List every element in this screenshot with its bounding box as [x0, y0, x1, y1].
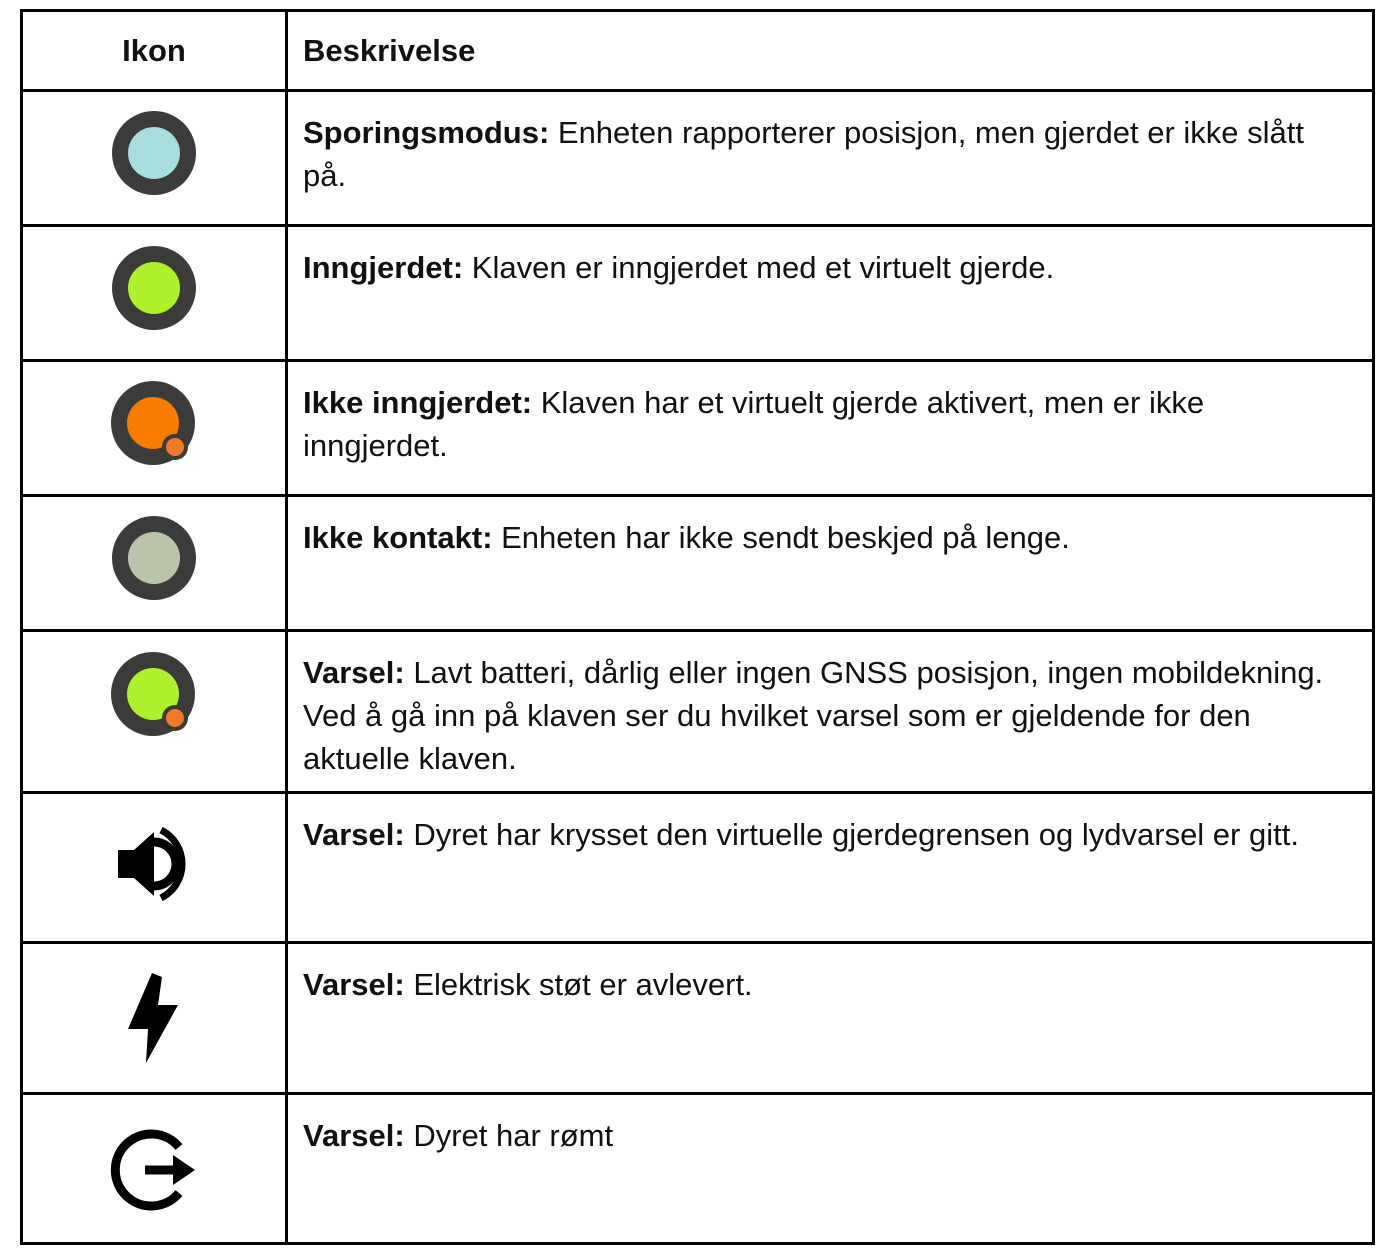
description-cell — [287, 496, 1374, 631]
table-row — [22, 943, 1374, 1094]
description-text: Klaven er inngjerdet med et virtuelt gjerde. — [463, 250, 1055, 285]
icon-cell — [22, 91, 287, 226]
fenced-status-icon — [110, 244, 198, 332]
description-label: Varsel: — [303, 655, 405, 690]
description-cell — [287, 793, 1374, 943]
not-fenced-status-icon — [109, 379, 199, 469]
description-cell — [287, 91, 1374, 226]
description-cell — [287, 361, 1374, 496]
table-row — [22, 496, 1374, 631]
exit-icon — [109, 1125, 199, 1215]
description-cell — [287, 943, 1374, 1094]
description-cell — [287, 631, 1374, 793]
description-text: Elektrisk støt er avlevert. — [404, 967, 753, 1002]
icon-cell — [22, 1094, 287, 1244]
description-text: Dyret har krysset den virtuelle gjerdegrensen og lydvarsel er gitt. — [404, 817, 1299, 852]
icon-legend-table — [20, 9, 1375, 1245]
description-text: Lavt batteri, dårlig eller ingen GNSS posisjon, ingen mobildekning. Ved å gå inn på klaven ser du hvilket varsel som er gjeldende for den aktuelle klaven. — [303, 655, 1324, 776]
table-row — [22, 91, 1374, 226]
description-label: Ikke inngjerdet: — [303, 385, 533, 420]
table-row — [22, 793, 1374, 943]
description-cell — [287, 226, 1374, 361]
description-label: Varsel: — [303, 1118, 405, 1153]
icon-cell — [22, 496, 287, 631]
icon-cell — [22, 226, 287, 361]
warning-status-icon — [109, 650, 199, 740]
no-contact-status-icon — [110, 514, 198, 602]
header-icon: Ikon — [22, 11, 287, 91]
icon-cell — [22, 943, 287, 1094]
table-row — [22, 226, 1374, 361]
description-label: Varsel: — [303, 967, 405, 1002]
icon-cell — [22, 631, 287, 793]
description-label: Inngjerdet: — [303, 250, 464, 285]
description-text: Enheten rapporterer posisjon, men gjerdet er ikke slått på. — [303, 115, 1305, 193]
description-text: Dyret har rømt — [404, 1118, 614, 1153]
description-label: Sporingsmodus: — [303, 115, 550, 150]
header-row — [22, 11, 1374, 91]
tracking-status-icon — [110, 109, 198, 197]
lightning-bolt-icon — [124, 971, 184, 1065]
table-row — [22, 361, 1374, 496]
description-cell — [287, 1094, 1374, 1244]
table-row — [22, 631, 1374, 793]
description-text: Klaven har et virtuelt gjerde aktivert, men er ikke inngjerdet. — [303, 385, 1205, 463]
table-row — [22, 1094, 1374, 1244]
header-description: Beskrivelse — [287, 11, 1374, 91]
description-text: Enheten har ikke sendt beskjed på lenge. — [492, 520, 1070, 555]
description-label: Varsel: — [303, 817, 405, 852]
icon-cell — [22, 793, 287, 943]
description-label: Ikke kontakt: — [303, 520, 493, 555]
speaker-icon — [114, 824, 194, 904]
icon-cell — [22, 361, 287, 496]
